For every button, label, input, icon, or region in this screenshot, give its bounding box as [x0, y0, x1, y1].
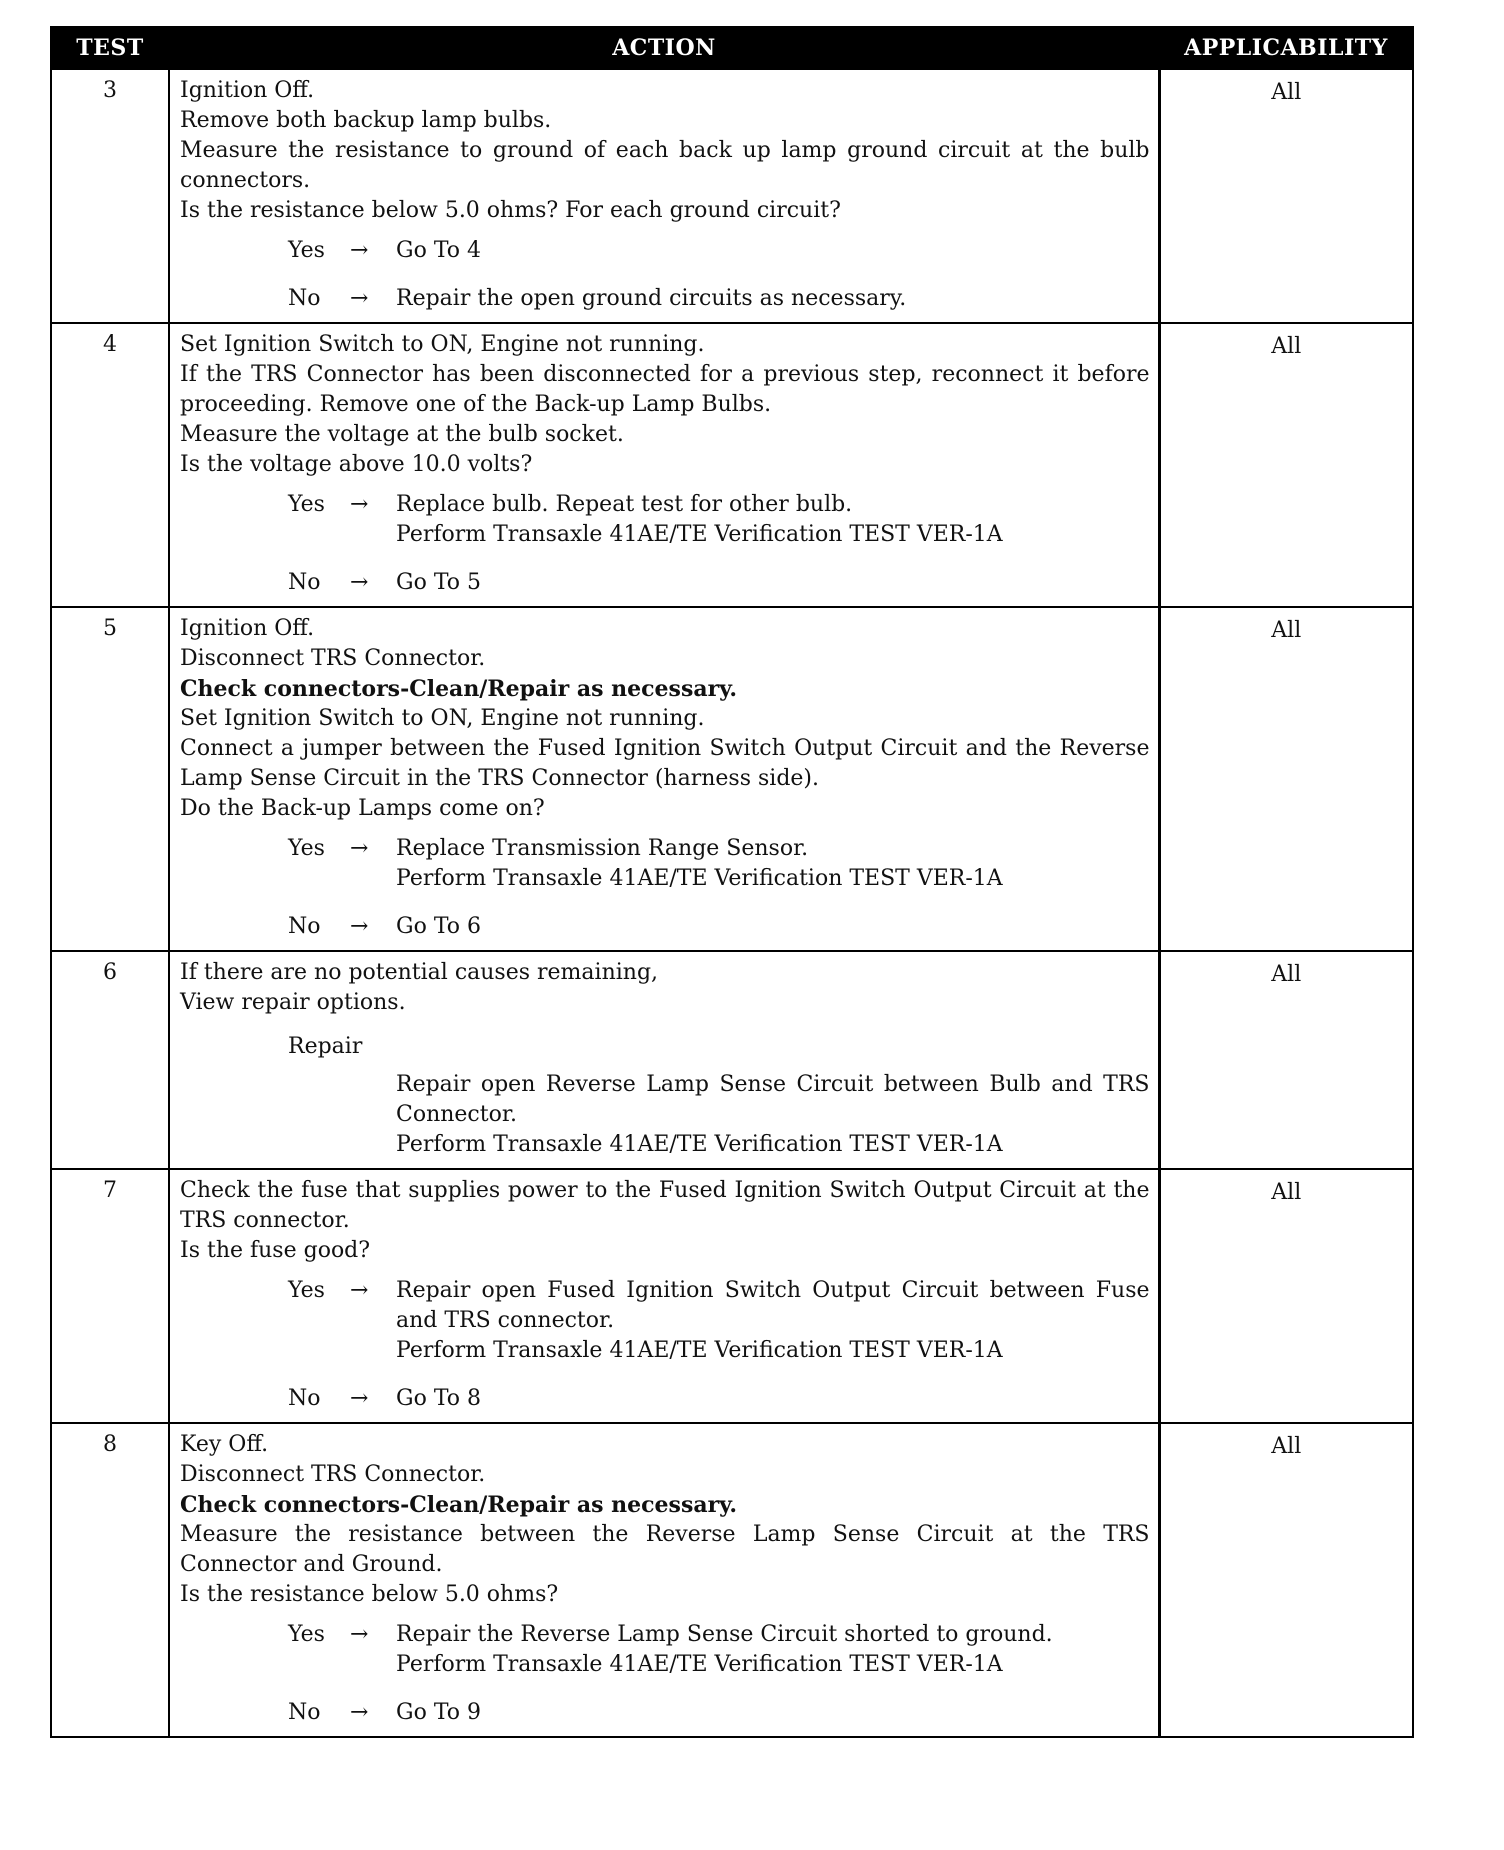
step-instruction: Disconnect TRS Connector.: [180, 646, 486, 671]
answer-result: [396, 490, 1150, 550]
table-row: [51, 323, 1413, 607]
step-instruction: View repair options.: [180, 990, 406, 1015]
result-line: Go To 6: [396, 914, 482, 939]
applicability-value: All: [1159, 951, 1413, 1169]
arrow-right-icon: →: [350, 286, 369, 311]
repair-label: Repair: [288, 1034, 363, 1059]
arrow-right-icon: →: [350, 238, 369, 263]
repair-line: Repair open Reverse Lamp Sense Circuit between Bulb and TRS Connector.: [396, 1072, 1150, 1127]
step-instruction-bold: Check connectors-Clean/Repair as necessary.: [180, 1492, 738, 1518]
test-number: 3: [51, 69, 169, 323]
table-header-row: [51, 27, 1413, 69]
answer-result: [396, 568, 1150, 598]
table-row: [51, 951, 1413, 1169]
header-applicability: APPLICABILITY: [1159, 27, 1413, 69]
answer-choice: [288, 568, 1150, 598]
result-line: Perform Transaxle 41AE/TE Verification TEST VER-1A: [396, 866, 1003, 891]
table-row: [51, 607, 1413, 951]
arrow-right-icon: →: [350, 1386, 369, 1411]
answer-label: No: [288, 286, 321, 311]
answer-label: No: [288, 914, 321, 939]
answer-result: [396, 1276, 1150, 1366]
step-instruction-bold: Check connectors-Clean/Repair as necessary.: [180, 676, 738, 702]
answer-choice: [288, 1698, 1150, 1728]
step-instruction: Remove both backup lamp bulbs.: [180, 108, 552, 133]
step-instruction: Check the fuse that supplies power to the Fused Ignition Switch Output Circuit at the TRS connector.: [180, 1178, 1150, 1233]
answer-choice: [288, 1276, 1150, 1366]
table-row: [51, 1423, 1413, 1737]
step-instruction: Is the fuse good?: [180, 1238, 371, 1263]
table-row: [51, 1169, 1413, 1423]
repair-line: Perform Transaxle 41AE/TE Verification TEST VER-1A: [396, 1132, 1003, 1157]
step-instruction: Key Off.: [180, 1432, 269, 1457]
answer-result: [396, 284, 1150, 314]
result-line: Go To 5: [396, 570, 482, 595]
answer-result: [396, 1698, 1150, 1728]
answer-choice: [288, 284, 1150, 314]
applicability-value: All: [1159, 323, 1413, 607]
step-instruction: Set Ignition Switch to ON, Engine not running.: [180, 332, 705, 357]
action-cell: [169, 607, 1159, 951]
applicability-value: All: [1159, 69, 1413, 323]
result-line: Perform Transaxle 41AE/TE Verification TEST VER-1A: [396, 522, 1003, 547]
step-instruction: Measure the resistance between the Reverse Lamp Sense Circuit at the TRS Connector and Ground.: [180, 1522, 1150, 1577]
header-action: ACTION: [169, 27, 1159, 69]
result-line: Repair the Reverse Lamp Sense Circuit shorted to ground.: [396, 1622, 1053, 1647]
answer-label: No: [288, 1386, 321, 1411]
answer-label: No: [288, 1700, 321, 1725]
answer-label: Yes: [288, 238, 325, 263]
applicability-value: All: [1159, 1423, 1413, 1737]
header-test: TEST: [51, 27, 169, 69]
applicability-value: All: [1159, 607, 1413, 951]
answer-result: [396, 1620, 1150, 1680]
step-instruction: Measure the resistance to ground of each back up lamp ground circuit at the bulb connectors.: [180, 138, 1150, 193]
answer-result: [396, 834, 1150, 894]
test-number: 6: [51, 951, 169, 1169]
answer-choice: [288, 490, 1150, 550]
answer-choices: [180, 1276, 1150, 1414]
result-line: Replace bulb. Repeat test for other bulb.: [396, 492, 853, 517]
step-instruction: Is the voltage above 10.0 volts?: [180, 452, 533, 477]
diagnostic-test-sheet: [50, 26, 1412, 1738]
result-line: Perform Transaxle 41AE/TE Verification TEST VER-1A: [396, 1338, 1003, 1363]
test-number: 4: [51, 323, 169, 607]
step-instruction: Set Ignition Switch to ON, Engine not running.: [180, 706, 705, 731]
action-cell: [169, 69, 1159, 323]
answer-choice: [288, 912, 1150, 942]
arrow-right-icon: →: [350, 570, 369, 595]
test-number: 8: [51, 1423, 169, 1737]
answer-choice: [288, 1620, 1150, 1680]
arrow-right-icon: →: [350, 836, 369, 861]
answer-choices: [180, 1620, 1150, 1728]
action-cell: [169, 1423, 1159, 1737]
answer-choices: [180, 834, 1150, 942]
step-instruction: Do the Back-up Lamps come on?: [180, 796, 545, 821]
answer-label: Yes: [288, 1278, 325, 1303]
step-instruction: Ignition Off.: [180, 78, 315, 103]
step-instruction: Disconnect TRS Connector.: [180, 1462, 486, 1487]
answer-choice: [288, 834, 1150, 894]
step-instruction: If there are no potential causes remaining,: [180, 960, 659, 985]
repair-options: [396, 1070, 1150, 1160]
arrow-right-icon: →: [350, 1622, 369, 1647]
step-instruction: Connect a jumper between the Fused Ignition Switch Output Circuit and the Reverse Lamp Sense Circuit in the TRS Connector (harness side).: [180, 736, 1150, 791]
answer-label: Yes: [288, 492, 325, 517]
answer-choices: [180, 490, 1150, 598]
answer-label: No: [288, 570, 321, 595]
action-cell: [169, 1169, 1159, 1423]
step-instruction: Is the resistance below 5.0 ohms?: [180, 1582, 559, 1607]
table-body: [51, 69, 1413, 1737]
answer-result: [396, 236, 1150, 266]
arrow-right-icon: →: [350, 1700, 369, 1725]
result-line: Go To 8: [396, 1386, 482, 1411]
result-line: Perform Transaxle 41AE/TE Verification TEST VER-1A: [396, 1652, 1003, 1677]
step-instruction: Measure the voltage at the bulb socket.: [180, 422, 624, 447]
arrow-right-icon: →: [350, 914, 369, 939]
applicability-value: All: [1159, 1169, 1413, 1423]
result-line: Repair the open ground circuits as necessary.: [396, 286, 907, 311]
action-cell: [169, 323, 1159, 607]
result-line: Repair open Fused Ignition Switch Output Circuit between Fuse and TRS connector.: [396, 1278, 1150, 1333]
result-line: Replace Transmission Range Sensor.: [396, 836, 809, 861]
result-line: Go To 4: [396, 238, 482, 263]
answer-result: [396, 1384, 1150, 1414]
answer-choice: [288, 236, 1150, 266]
test-number: 7: [51, 1169, 169, 1423]
test-number: 5: [51, 607, 169, 951]
table-row: [51, 69, 1413, 323]
step-instruction: If the TRS Connector has been disconnected for a previous step, reconnect it before proceeding. Remove one of the Back-up Lamp Bulbs.: [180, 362, 1150, 417]
answer-label: Yes: [288, 836, 325, 861]
answer-choices: [180, 236, 1150, 314]
step-instruction: Ignition Off.: [180, 616, 315, 641]
arrow-right-icon: →: [350, 1278, 369, 1303]
diagnostic-test-table: [50, 26, 1414, 1738]
answer-result: [396, 912, 1150, 942]
answer-label: Yes: [288, 1622, 325, 1647]
answer-choice: [288, 1384, 1150, 1414]
action-cell: [169, 951, 1159, 1169]
result-line: Go To 9: [396, 1700, 482, 1725]
step-instruction: Is the resistance below 5.0 ohms? For each ground circuit?: [180, 198, 841, 223]
arrow-right-icon: →: [350, 492, 369, 517]
